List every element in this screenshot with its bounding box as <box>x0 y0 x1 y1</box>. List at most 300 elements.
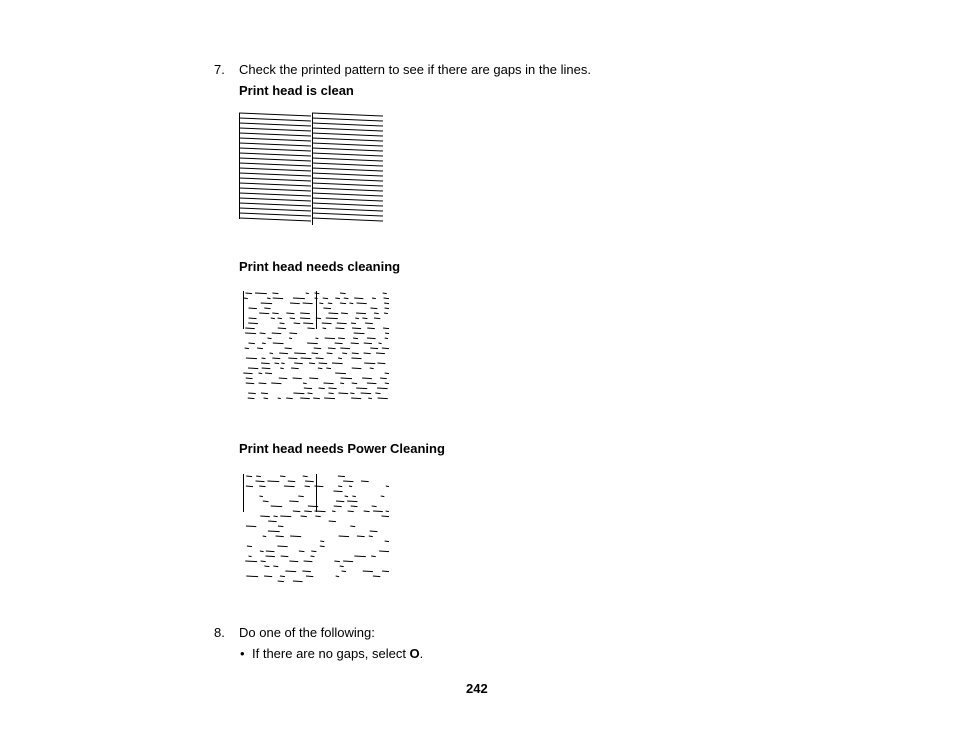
pattern-dash <box>289 333 297 334</box>
pattern-dash <box>364 353 371 354</box>
pattern-line <box>239 208 311 211</box>
pattern-dash <box>362 318 367 319</box>
pattern-line <box>239 198 311 201</box>
pattern-dash <box>277 318 281 319</box>
pattern-dash <box>285 571 296 572</box>
pattern-dash <box>333 491 342 492</box>
pattern-dash <box>370 368 374 369</box>
pattern-dash <box>385 338 388 339</box>
pattern-dash <box>288 358 297 359</box>
pattern-dash <box>281 556 289 557</box>
pattern-dash <box>328 313 338 314</box>
pattern-dash <box>267 481 279 482</box>
pattern-dash <box>319 363 327 364</box>
pattern-dash <box>245 561 257 562</box>
pattern-dash <box>259 313 269 314</box>
pattern-dash <box>246 383 255 384</box>
pattern-dash <box>289 338 292 339</box>
pattern-line <box>239 173 311 176</box>
pattern-line <box>239 168 311 171</box>
pattern-dash <box>384 303 389 304</box>
pattern-line <box>312 193 383 196</box>
pattern-dash <box>279 353 288 354</box>
pattern-dash <box>304 388 312 389</box>
pattern-dash <box>356 313 366 314</box>
pattern-dash <box>383 328 389 329</box>
pattern-dash <box>384 313 388 314</box>
pattern-dash <box>351 358 361 359</box>
pattern-dash <box>257 348 263 349</box>
pattern-dash <box>246 476 252 477</box>
pattern-dash <box>245 293 252 294</box>
pattern-dash <box>383 293 387 294</box>
pattern-dash <box>364 363 375 364</box>
pattern-dash <box>340 303 346 304</box>
pattern-dash <box>338 338 345 339</box>
pattern-dash <box>313 398 320 399</box>
pattern-dash <box>279 378 287 379</box>
pattern-line <box>312 138 383 141</box>
pattern-dash <box>265 373 272 374</box>
pattern-dash <box>303 383 307 384</box>
pattern-dash <box>261 363 270 364</box>
bullet-text-bold: O <box>409 646 420 661</box>
pattern-dash <box>271 506 282 507</box>
pattern-dash <box>322 323 332 324</box>
pattern-line <box>312 168 383 171</box>
pattern-dash <box>260 551 264 552</box>
pattern-dash <box>338 486 342 487</box>
pattern-line <box>239 118 311 121</box>
pattern-line <box>312 203 383 206</box>
pattern-line <box>312 173 383 176</box>
pattern-line <box>312 123 383 126</box>
pattern-line <box>312 118 383 121</box>
pattern-dash <box>368 398 372 399</box>
pattern-dash <box>349 486 352 487</box>
pattern-dash <box>340 383 344 384</box>
pattern-dash <box>294 323 301 324</box>
pattern-dash <box>244 298 248 299</box>
pattern-dash <box>336 576 339 577</box>
pattern-line <box>312 183 383 186</box>
pattern-line <box>239 158 311 161</box>
pattern-dash <box>343 481 353 482</box>
pattern-dash <box>290 536 301 537</box>
pattern-dash <box>307 393 312 394</box>
pattern-line <box>239 153 311 156</box>
pattern-dash <box>278 398 281 399</box>
pattern-dash <box>261 303 272 304</box>
pattern-dash <box>300 398 310 399</box>
pattern-dash <box>272 313 278 314</box>
pattern-dash <box>278 328 286 329</box>
pattern-dash <box>289 561 298 562</box>
pattern-dash <box>243 373 252 374</box>
pattern-dash <box>280 368 284 369</box>
pattern-dash <box>294 363 303 364</box>
pattern-dash <box>300 318 310 319</box>
pattern-dash <box>315 338 318 339</box>
pattern-dash <box>351 398 361 399</box>
pattern-dash <box>377 388 388 389</box>
pattern-line <box>239 183 311 186</box>
pattern-dash <box>293 511 300 512</box>
bullet-text-main: If there are no gaps, select <box>252 646 410 661</box>
step-7-number: 7. <box>214 62 225 77</box>
pattern-dash <box>273 516 277 517</box>
pattern-dash <box>288 481 295 482</box>
pattern-dash <box>289 501 298 502</box>
pattern-dash <box>263 501 269 502</box>
pattern-dash <box>273 298 283 299</box>
pattern-dash <box>369 536 373 537</box>
pattern-dash <box>370 348 378 349</box>
pattern-dash <box>298 496 304 497</box>
pattern-dash <box>290 303 300 304</box>
pattern-dash <box>355 318 359 319</box>
pattern-line <box>239 138 311 141</box>
pattern-dash <box>347 501 357 502</box>
pattern-dash <box>352 353 359 354</box>
pattern-line <box>239 178 311 181</box>
pattern-dash <box>326 368 331 369</box>
pattern-dash <box>320 541 324 542</box>
pattern-dash <box>264 308 270 309</box>
pattern-dash <box>374 313 379 314</box>
pattern-dash <box>278 581 284 582</box>
pattern-line <box>239 188 311 191</box>
pattern-dash <box>314 348 321 349</box>
pattern-dash <box>312 353 318 354</box>
pattern-dash <box>266 551 275 552</box>
pattern-dash <box>335 373 346 374</box>
pattern-dash <box>272 293 278 294</box>
step-7-text: Check the printed pattern to see if there are gaps in the lines. <box>239 62 591 77</box>
pattern-dash <box>334 561 340 562</box>
pattern-dash <box>344 298 349 299</box>
pattern-dash <box>371 556 376 557</box>
pattern-dash <box>271 318 275 319</box>
pattern-dash <box>301 358 312 359</box>
pattern-dash <box>385 373 389 374</box>
pattern-dash <box>352 328 361 329</box>
pattern-dash <box>362 378 372 379</box>
bullet-text <box>252 646 423 661</box>
pattern-dash <box>266 556 275 557</box>
pattern-line <box>312 143 383 146</box>
pattern-dash <box>350 526 355 527</box>
pattern-line <box>239 148 311 151</box>
pattern-dash <box>367 328 375 329</box>
pattern-dash <box>335 343 343 344</box>
pattern-dash <box>327 353 333 354</box>
pattern-dash <box>304 561 313 562</box>
pattern-dash <box>306 293 309 294</box>
pattern-dash <box>264 566 269 567</box>
pattern-dash <box>382 571 389 572</box>
pattern-dash <box>277 546 287 547</box>
pattern-dash <box>303 303 313 304</box>
pattern-dash <box>364 511 370 512</box>
pattern-dash <box>356 388 367 389</box>
step-8-number: 8. <box>214 625 225 640</box>
pattern-dash <box>372 506 377 507</box>
pattern-dash <box>263 536 267 537</box>
gapped-nozzle-pattern-image <box>239 289 394 409</box>
pattern-dash <box>340 348 350 349</box>
pattern-dash <box>352 496 356 497</box>
pattern-dash <box>248 393 256 394</box>
pattern-dash <box>385 383 389 384</box>
pattern-dash <box>293 393 304 394</box>
pattern-dash <box>280 516 291 517</box>
pattern-line <box>239 218 311 221</box>
page-number: 242 <box>466 681 488 696</box>
pattern-dash <box>309 363 315 364</box>
pattern-line <box>239 113 311 116</box>
pattern-dash <box>246 378 253 379</box>
pattern-line <box>312 208 383 211</box>
pattern-dash <box>334 506 342 507</box>
pattern-dash <box>280 323 285 324</box>
bullet-marker: • <box>240 646 245 661</box>
pattern-dash <box>259 383 267 384</box>
pattern-line <box>312 113 383 116</box>
pattern-dash <box>376 353 385 354</box>
pattern-dash <box>262 343 266 344</box>
pattern-dash <box>378 398 388 399</box>
pattern-dash <box>381 516 389 517</box>
pattern-dash <box>377 363 385 364</box>
pattern-dash <box>268 531 280 532</box>
pattern-dash <box>264 576 272 577</box>
pattern-dash <box>354 556 365 557</box>
pattern-dash <box>262 368 271 369</box>
pattern-dash <box>299 551 305 552</box>
pattern-dash <box>314 486 323 487</box>
pattern-dash <box>354 298 363 299</box>
pattern-dash <box>357 303 367 304</box>
pattern-dash <box>363 571 373 572</box>
pattern-dash <box>352 383 357 384</box>
pattern-dash <box>280 476 285 477</box>
pattern-dash <box>262 358 266 359</box>
pattern-dash <box>319 303 323 304</box>
pattern-dash <box>264 398 268 399</box>
pattern-dash <box>318 388 324 389</box>
pattern-dash <box>324 398 335 399</box>
pattern-line <box>239 213 311 216</box>
pattern-dash <box>271 383 281 384</box>
pattern-dash <box>365 323 373 324</box>
pattern-dash <box>335 298 340 299</box>
pattern-dash <box>338 393 348 394</box>
pattern-dash <box>342 571 347 572</box>
pattern-line <box>312 133 383 136</box>
pattern-dash <box>323 298 328 299</box>
pattern-dash <box>293 298 305 299</box>
pattern-dash <box>300 313 310 314</box>
pattern-dash <box>291 368 299 369</box>
pattern-dash <box>311 551 316 552</box>
pattern-dash <box>248 398 255 399</box>
pattern-dash <box>267 338 271 339</box>
pattern-dash <box>361 393 371 394</box>
pattern-dash <box>335 328 344 329</box>
pattern-dash <box>303 476 308 477</box>
pattern-dash <box>255 293 267 294</box>
pattern-line <box>239 163 311 166</box>
pattern-dash <box>325 338 335 339</box>
pattern-dash <box>249 308 257 309</box>
pattern-dash <box>352 368 362 369</box>
pattern-dash <box>305 481 314 482</box>
pattern-dash <box>323 308 331 309</box>
pattern-dash <box>259 496 262 497</box>
pattern-needs-cleaning-heading: Print head needs cleaning <box>239 259 401 274</box>
pattern-dash <box>305 486 310 487</box>
pattern-dash <box>276 536 284 537</box>
pattern-dash <box>336 501 344 502</box>
pattern-dash <box>354 333 365 334</box>
pattern-dash <box>272 333 282 334</box>
pattern-dash <box>341 313 348 314</box>
pattern-dash <box>301 516 307 517</box>
pattern-line <box>312 188 383 191</box>
bullet-text-suffix: . <box>419 646 424 661</box>
pattern-dash <box>364 343 372 344</box>
clean-nozzle-pattern-image <box>239 111 389 229</box>
pattern-dash <box>309 378 318 379</box>
pattern-dash <box>340 566 344 567</box>
pattern-power-cleaning-heading: Print head needs Power Cleaning <box>239 441 445 456</box>
pattern-dash <box>386 511 389 512</box>
pattern-dash <box>328 348 336 349</box>
pattern-line <box>239 143 311 146</box>
pattern-dash <box>260 516 269 517</box>
pattern-dash <box>273 566 278 567</box>
pattern-dash <box>270 353 273 354</box>
pattern-dash <box>350 303 354 304</box>
pattern-dash <box>274 363 279 364</box>
pattern-dash <box>385 308 389 309</box>
pattern-dash <box>247 546 252 547</box>
pattern-line <box>239 128 311 131</box>
pattern-line <box>239 133 311 136</box>
pattern-dash <box>256 481 265 482</box>
pattern-line <box>312 218 383 221</box>
pattern-dash <box>280 576 285 577</box>
pattern-dash <box>329 521 336 522</box>
pattern-dash <box>380 378 387 379</box>
pattern-dash <box>340 293 346 294</box>
pattern-dash <box>259 486 265 487</box>
heavily-gapped-nozzle-pattern-image <box>239 472 394 592</box>
pattern-dash <box>281 363 284 364</box>
pattern-dash <box>258 373 262 374</box>
pattern-dash <box>332 511 335 512</box>
pattern-dash <box>304 511 312 512</box>
pattern-dash <box>318 368 322 369</box>
pattern-line <box>239 203 311 206</box>
pattern-dash <box>382 348 389 349</box>
pattern-dash <box>345 496 348 497</box>
pattern-dash <box>272 358 280 359</box>
pattern-dash <box>267 298 271 299</box>
pattern-line <box>312 158 383 161</box>
pattern-dash <box>248 343 254 344</box>
pattern-dash <box>385 333 389 334</box>
pattern-line <box>239 123 311 126</box>
pattern-line <box>239 193 311 196</box>
pattern-dash <box>256 476 261 477</box>
pattern-dash <box>367 338 376 339</box>
pattern-dash <box>307 343 318 344</box>
pattern-dash <box>361 481 369 482</box>
pattern-dash <box>328 393 333 394</box>
pattern-line <box>312 128 383 131</box>
pattern-dash <box>385 541 389 542</box>
pattern-dash <box>306 576 313 577</box>
pattern-dash <box>261 393 268 394</box>
pattern-dash <box>245 328 254 329</box>
pattern-line <box>312 163 383 166</box>
pattern-dash <box>285 348 292 349</box>
pattern-dash <box>384 298 389 299</box>
pattern-dash <box>284 486 295 487</box>
pattern-dash <box>273 343 284 344</box>
pattern-clean-heading: Print head is clean <box>239 83 354 98</box>
pattern-dash <box>328 303 332 304</box>
pattern-dash <box>316 358 324 359</box>
pattern-dash <box>278 526 283 527</box>
pattern-dash <box>375 393 380 394</box>
pattern-line <box>312 153 383 156</box>
pattern-dash <box>290 318 295 319</box>
pattern-dash <box>303 323 313 324</box>
pattern-dash <box>307 328 314 329</box>
pattern-dash <box>339 536 349 537</box>
pattern-dash <box>379 551 389 552</box>
pattern-dash <box>367 383 376 384</box>
step-8-text: Do one of the following: <box>239 625 375 640</box>
pattern-dash <box>320 546 325 547</box>
pattern-dash <box>373 511 383 512</box>
pattern-dash <box>341 378 352 379</box>
pattern-dash <box>294 353 306 354</box>
pattern-dash <box>328 388 336 389</box>
pattern-dash <box>342 353 347 354</box>
pattern-dash <box>370 308 377 309</box>
pattern-dash <box>379 343 382 344</box>
pattern-dash <box>372 298 376 299</box>
pattern-dash <box>246 576 258 577</box>
pattern-dash <box>246 526 256 527</box>
pattern-dash <box>315 516 320 517</box>
pattern-dash <box>351 343 359 344</box>
pattern-line <box>312 148 383 151</box>
pattern-dash <box>248 323 258 324</box>
pattern-line <box>312 178 383 181</box>
pattern-dash <box>302 571 311 572</box>
pattern-dash <box>374 318 380 319</box>
pattern-dash <box>373 576 380 577</box>
pattern-dash <box>357 536 365 537</box>
pattern-dash <box>338 358 342 359</box>
pattern-dash <box>323 383 333 384</box>
pattern-dash <box>353 338 358 339</box>
